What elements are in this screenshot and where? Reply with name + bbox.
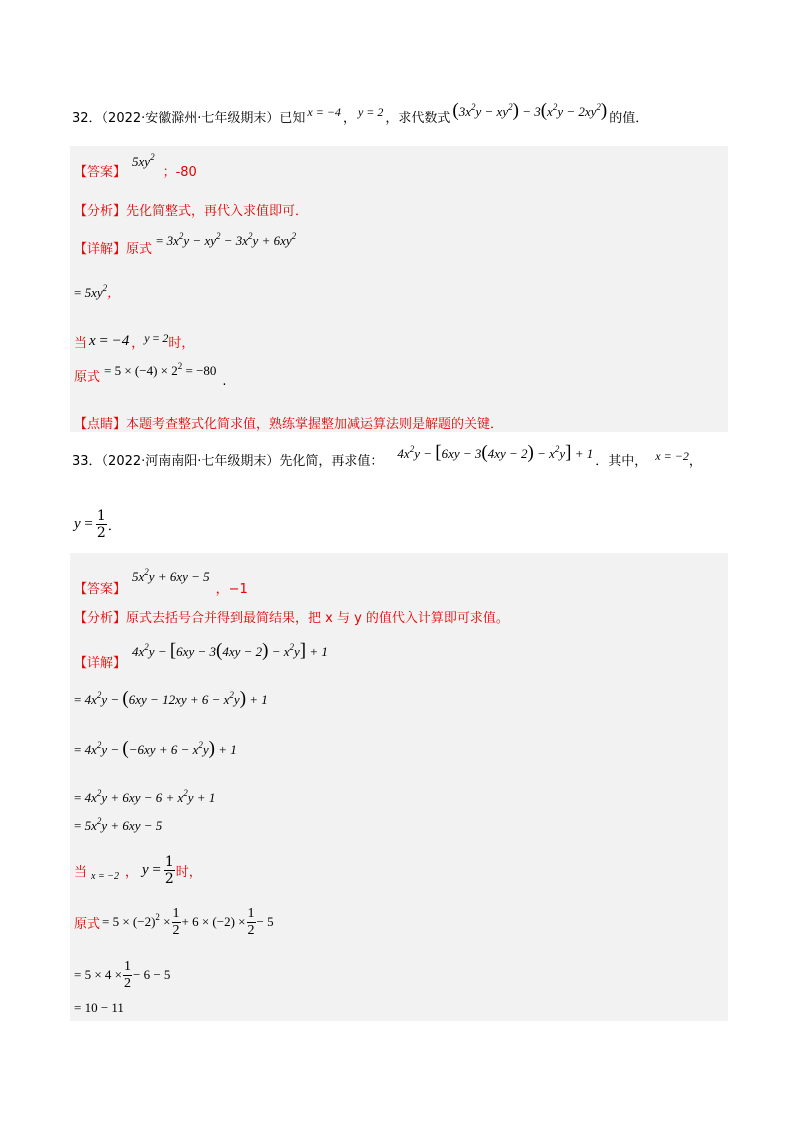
q33-result: 原式 = $5 \times (-2)^2$ × $\frac{1}{2}$ + 6 × (−2) × $\frac{1}{2}$ − 5 <box>74 905 274 938</box>
q32-detail: 【详解】 原式 = $3x^2y - xy^2 - 3x^2y + 6xy^2$ <box>74 231 297 257</box>
q32-detail-step-1: = $3x^2y - xy^2 - 3x^2y + 6xy^2$ <box>156 231 297 248</box>
q32-substitution: 当 x = −4 ， y = 2 时， <box>74 330 195 351</box>
q33-x-condition: x = −2 <box>655 448 689 463</box>
q33-analysis <box>74 607 509 629</box>
q32-label: 32．（2022·安徽滁州·七年级期末）已知 <box>72 110 306 126</box>
q33-result-expression: = $5 \times (-2)^2$ × $\frac{1}{2}$ + 6 × (−2) × $\frac{1}{2}$ − 5 <box>102 905 274 938</box>
detail-tag: 【详解】 <box>74 241 127 257</box>
q32-solution-box <box>70 146 728 432</box>
answer-tag: 【答案】 <box>74 581 127 597</box>
q33-detail-step-0: $4x^2y - [6xy - 3(4xy - 2) - x^2y] + 1$ <box>132 640 328 661</box>
q32-expression: $(3x^2y - xy^2) - 3(x^2y - 2xy^2)$ <box>452 100 608 121</box>
q32-statement: 32．（2022·安徽滁州·七年级期末）已知 x = −4 ， y = 2 ，求代数式 $(3x^2y - xy^2) - 3(x^2y - 2xy^2)$ 的值． <box>72 100 649 126</box>
q33-label: 33．（2022·河南南阳·七年级期末）先化简，再求值： <box>72 453 384 469</box>
q33-detail-step-4: = $5x^2y + 6xy - 5$ <box>74 816 163 833</box>
q33-result-step-2: = 5 × 4 × $\frac{1}{2}$ − 6 − 5 <box>74 958 171 991</box>
q33-expression: $4x^2y - [6xy - 3(4xy - 2) - x^2y] + 1$ <box>397 442 594 463</box>
q32-x-condition: x = −4 <box>307 104 341 119</box>
q33-answer <box>74 564 248 597</box>
q33-answer-expression: $5x^2y + 6xy - 5$ <box>132 567 210 584</box>
analysis-tag: 【分析】 <box>74 204 127 219</box>
q32-comment-text: 本题考查整式化简求值，熟练掌握整加减运算法则是解题的关键． <box>126 417 504 432</box>
q32-answer <box>74 152 197 182</box>
q32-y-condition: y = 2 <box>357 104 384 119</box>
q33-detail-step-1: = $4x^2y - (6xy - 12xy + 6 - x^2y) + 1$ <box>74 688 268 709</box>
q33-statement: 33．（2022·河南南阳·七年级期末）先化简，再求值： $4x^2y - [6xy - 3(4xy - 2) - x^2y] + 1$ ．其中， x = −2 ， <box>72 442 702 469</box>
comment-tag: 【点睛】 <box>74 417 127 432</box>
q33-analysis-text: 原式去括号合并得到最简结果，把 x 与 y 的值代入计算即可求值。 <box>126 611 509 626</box>
q32-comment <box>74 413 503 435</box>
answer-tag: 【答案】 <box>74 164 127 180</box>
q32-answer-expression: $5xy^2$ <box>132 152 155 169</box>
q32-analysis-text: 先化简整式，再代入求值即可． <box>126 204 309 219</box>
q33-answer-value: ，−1 <box>215 581 248 597</box>
detail-tag: 【详解】 <box>74 655 127 671</box>
q32-detail-step-2: = $5xy^2$， <box>74 283 121 301</box>
q33-result-step-3: = 10 − 11 <box>74 1000 124 1015</box>
q32-result-expression: = $5 \times (-4) \times 2^2 = -80$ <box>104 361 217 378</box>
q32-analysis <box>74 200 308 222</box>
q33-y-condition: y = $\frac{1}{2}$ ． <box>74 507 121 541</box>
q33-detail-step-3: = $4x^2y + 6xy - 6 + x^2y + 1$ <box>74 788 216 805</box>
q32-result: 原式 = $5 \times (-4) \times 2^2 = -80$ . <box>74 361 227 389</box>
analysis-tag: 【分析】 <box>74 611 127 626</box>
q32-answer-value: ；-80 <box>162 164 197 180</box>
q33-detail-step-2: = $4x^2y - (-6xy + 6 - x^2y) + 1$ <box>74 738 237 759</box>
q33-detail <box>74 638 328 671</box>
q33-substitution: 当 x = −2 ， y = $\frac{1}{2}$ 时， <box>74 853 202 887</box>
